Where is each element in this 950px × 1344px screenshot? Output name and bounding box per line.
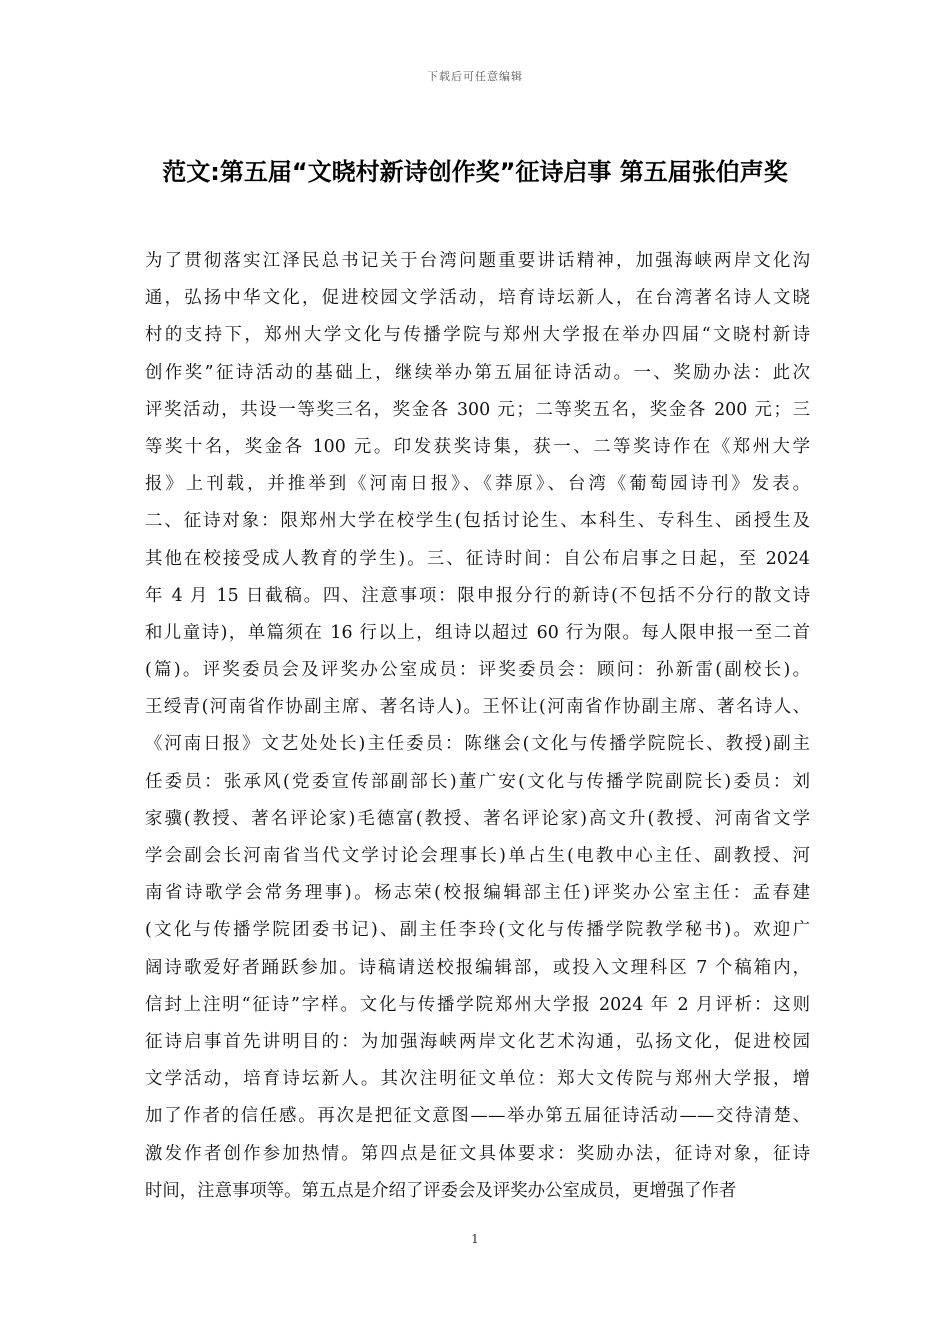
body-line: 阔诗歌爱好者踊跃参加。诗稿请送校报编辑部，或投入文理科区 7 个稿箱内， [145, 957, 810, 978]
body-line: 加了作者的信任感。再次是把征文意图——举办第五届征诗活动——交待清楚、 [145, 1106, 810, 1127]
body-line: 王绶青(河南省作协副主席、著名诗人)。王怀让(河南省作协副主席、著名诗人、 [145, 697, 810, 718]
body-line: 二、征诗对象：限郑州大学在校学生(包括讨论生、本科生、专科生、函授生及 [145, 511, 810, 532]
body-line: 《河南日报》文艺处处长)主任委员：陈继会(文化与传播学院院长、教授)副主 [145, 734, 810, 755]
body-line: 任委员：张承风(党委宣传部副部长)董广安(文化与传播学院副院长)委员：刘 [145, 771, 810, 792]
header-note: 下载后可任意编辑 [427, 70, 523, 83]
body-line: 评奖活动，共设一等奖三名，奖金各 300 元；二等奖五名，奖金各 200 元；三 [145, 399, 810, 420]
body-line: (文化与传播学院团委书记)、副主任李玲(文化与传播学院教学秘书)。欢迎广 [145, 920, 810, 941]
body-text [145, 243, 810, 1210]
body-line: 通，弘扬中华文化，促进校园文学活动，培育诗坛新人，在台湾著名诗人文晓 [145, 288, 810, 309]
body-line: 征诗启事首先讲明目的：为加强海峡两岸文化艺术沟通，弘扬文化，促进校园 [145, 1031, 810, 1052]
body-line: 文学活动，培育诗坛新人。其次注明征文单位：郑大文传院与郑州大学报，增 [145, 1069, 810, 1090]
body-line: 学会副会长河南省当代文学讨论会理事长)单占生(电教中心主任、副教授、河 [145, 846, 810, 866]
body-line: 为了贯彻落实江泽民总书记关于台湾问题重要讲话精神，加强海峡两岸文化沟 [145, 251, 810, 271]
body-line: 时间，注意事项等。第五点是介绍了评委会及评奖办公室成员，更增强了作者 [145, 1180, 737, 1201]
body-line: 创作奖”征诗活动的基础上，继续举办第五届征诗活动。一、奖励办法：此次 [145, 362, 810, 383]
body-line: 激发作者创作参加热情。第四点是征文具体要求：奖励办法，征诗对象，征诗 [145, 1143, 810, 1164]
body-line: 等奖十名，奖金各 100 元。印发获奖诗集，获一、二等奖诗作在《郑州大学 [145, 436, 810, 457]
body-line: 南省诗歌学会常务理事)。杨志荣(校报编辑部主任)评奖办公室主任：孟春建 [145, 883, 810, 904]
body-line: 报》上刊载，并推举到《河南日报》、《莽原》、台湾《葡萄园诗刊》发表。 [145, 474, 810, 495]
body-line: 村的支持下，郑州大学文化与传播学院与郑州大学报在举办四届“文晓村新诗 [145, 325, 810, 346]
document-title: 范文:第五届“文晓村新诗创作奖”征诗启事 第五届张伯声奖 [162, 158, 788, 186]
body-line: 年 4 月 15 日截稿。四、注意事项：限申报分行的新诗(不包括不分行的散文诗 [145, 585, 810, 606]
body-line: 其他在校接受成人教育的学生)。三、征诗时间：自公布启事之日起，至 2024 [145, 548, 810, 569]
body-line: (篇)。评奖委员会及评奖办公室成员：评奖委员会：顾问：孙新雷(副校长)。 [145, 660, 810, 681]
body-line: 和儿童诗)，单篇须在 16 行以上，组诗以超过 60 行为限。每人限申报一至二首 [145, 622, 810, 643]
page-number: 1 [471, 1232, 479, 1246]
body-line: 家骥(教授、著名评论家)毛德富(教授、著名评论家)高文升(教授、河南省文学 [145, 808, 810, 829]
body-line: 信封上注明“征诗”字样。文化与传播学院郑州大学报 2024 年 2 月评析：这则 [145, 994, 810, 1015]
